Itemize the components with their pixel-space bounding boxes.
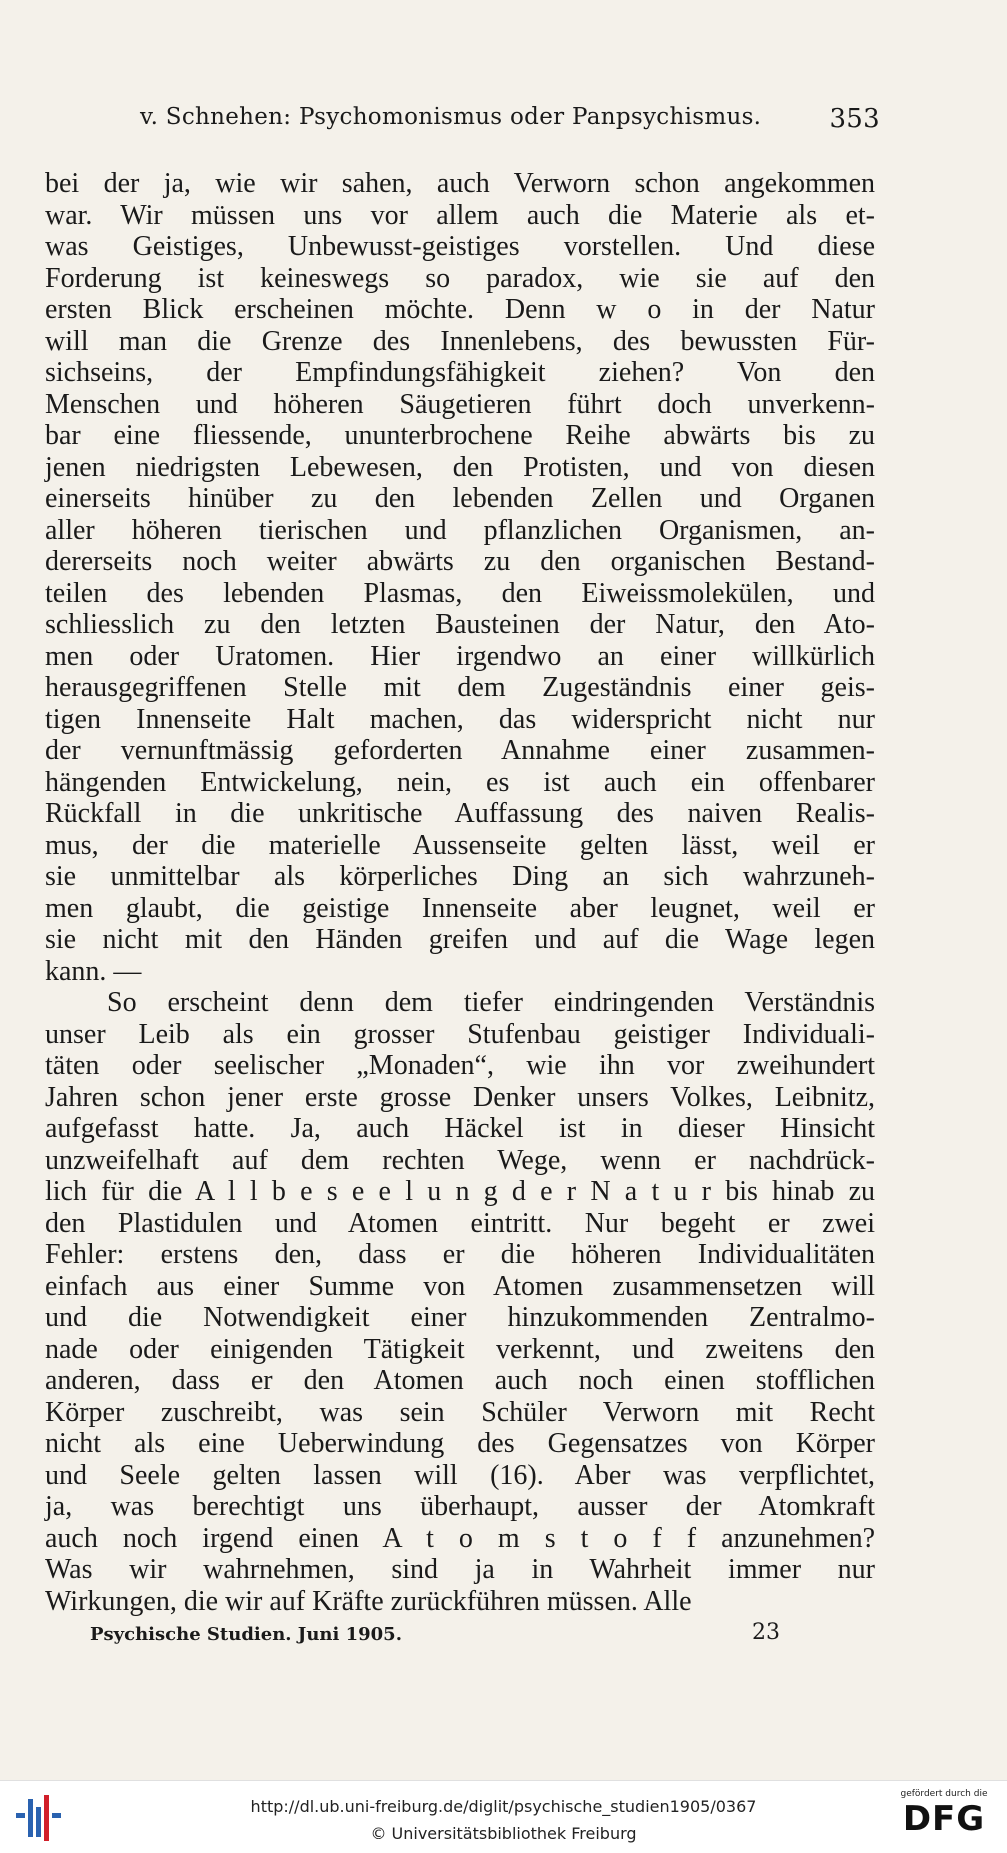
text-line: lich für die A l l b e s e e l u n g d e r N a t u r bis hinab zu [45,1176,875,1207]
text-line: men glaubt, die geistige Innenseite aber leugnet, weil er [45,892,875,924]
text-line: sie nicht mit den Händen greifen und auf die Wage legen [45,924,875,955]
text-line: hängenden Entwickelung, nein, es ist auch ein offenbarer [45,766,875,798]
text-line: Menschen und höheren Säugetieren führt doch unverkenn- [45,388,875,420]
text-line: jenen niedrigsten Lebewesen, den Protisten, und von diesen [45,451,875,483]
text-line: der vernunftmässig geforderten Annahme einer zusammen- [45,735,875,766]
text-line: Körper zuschreibt, was sein Schüler Verworn mit Recht [45,1396,875,1428]
running-header-title: v. Schnehen: Psychomonismus oder Panpsychismus. [140,104,762,130]
text-line: bar eine fliessende, ununterbrochene Reihe abwärts bis zu [45,420,875,451]
text-line: dererseits noch weiter abwärts zu den organischen Bestand- [45,546,875,577]
text-line: und die Notwendigkeit einer hinzukommenden Zentralmo- [45,1302,875,1333]
copyright-notice: © Universitätsbibliothek Freiburg [370,1824,637,1843]
viewer-bottom-bar [0,1780,1007,1853]
text-line: den Plastidulen und Atomen eintritt. Nur begeht er zwei [45,1207,875,1239]
text-line: Was wir wahrnehmen, sind ja in Wahrheit immer nur [45,1554,875,1585]
text-line: will man die Grenze des Innenlebens, des bewussten Für- [45,325,875,357]
text-line: Jahren schon jener erste grosse Denker unsers Volkes, Leibnitz, [45,1081,875,1113]
document-url[interactable]: http://dl.ub.uni-freiburg.de/diglit/psychische_studien1905/0367 [250,1797,757,1816]
text-line: men oder Uratomen. Hier irgendwo an einer willkürlich [45,640,875,672]
text-line: herausgegriffenen Stelle mit dem Zugeständnis einer geis- [45,672,875,703]
journal-footer: Psychische Studien. Juni 1905. [90,1624,402,1645]
text-line: unser Leib als ein grosser Stufenbau geistiger Individuali- [45,1018,875,1050]
running-header [140,104,880,138]
text-line: täten oder seelischer „Monaden“, wie ihn vor zweihundert [45,1050,875,1081]
text-line: nade oder einigenden Tätigkeit verkennt, und zweitens den [45,1333,875,1365]
page-number: 353 [829,104,880,134]
text-line: bei der ja, wie wir sahen, auch Verworn schon angekommen [45,168,875,199]
page-footer [90,1622,780,1652]
text-line: aufgefasst hatte. Ja, auch Häckel ist in dieser Hinsicht [45,1113,875,1144]
signature-mark: 23 [752,1620,780,1645]
text-line: mus, der die materielle Aussenseite gelten lässt, weil er [45,829,875,861]
text-line: Forderung ist keineswegs so paradox, wie sie auf den [45,262,875,294]
text-line: teilen des lebenden Plasmas, den Eiweissmolekülen, und [45,577,875,609]
text-line: sichseins, der Empfindungsfähigkeit ziehen? Von den [45,357,875,388]
text-line: ja, was berechtigt uns überhaupt, ausser der Atomkraft [45,1491,875,1522]
text-line: Fehler: erstens den, dass er die höheren Individualitäten [45,1239,875,1270]
text-line: was Geistiges, Unbewusst-geistiges vorstellen. Und diese [45,231,875,262]
text-line: unzweifelhaft auf dem rechten Wege, wenn er nachdrück- [45,1144,875,1176]
text-line: aller höheren tierischen und pflanzlichen Organismen, an- [45,514,875,546]
text-line: tigen Innenseite Halt machen, das widerspricht nicht nur [45,703,875,735]
text-line: schliesslich zu den letzten Bausteinen der Natur, den Ato- [45,609,875,640]
text-line: und Seele gelten lassen will (16). Aber was verpflichtet, [45,1459,875,1491]
text-line: einfach aus einer Summe von Atomen zusammensetzen will [45,1270,875,1302]
text-line: anderen, dass er den Atomen auch noch einen stofflichen [45,1365,875,1396]
text-line: kann. — [45,955,142,987]
dfg-logo [890,1789,998,1847]
text-line: ersten Blick erscheinen möchte. Denn w o in der Natur [45,294,875,325]
text-line: So erscheint denn dem tiefer eindringenden Verständnis [107,987,875,1018]
text-line: sie unmittelbar als körperliches Ding an sich wahrzuneh- [45,861,875,892]
text-line: einerseits hinüber zu den lebenden Zellen und Organen [45,483,875,514]
dfg-wordmark: DFG [902,1799,986,1839]
text-line: Rückfall in die unkritische Auffassung des naiven Realis- [45,798,875,829]
text-line: war. Wir müssen uns vor allem auch die Materie als et- [45,199,875,231]
text-line: nicht als eine Ueberwindung des Gegensatzes von Körper [45,1428,875,1459]
text-line: auch noch irgend einen A t o m s t o f f anzunehmen? [45,1522,875,1554]
text-line: Wirkungen, die wir auf Kräfte zurückführen müssen. Alle [45,1585,692,1617]
body-text [45,168,875,1617]
dfg-funding-text: gefördert durch die [900,1789,988,1799]
